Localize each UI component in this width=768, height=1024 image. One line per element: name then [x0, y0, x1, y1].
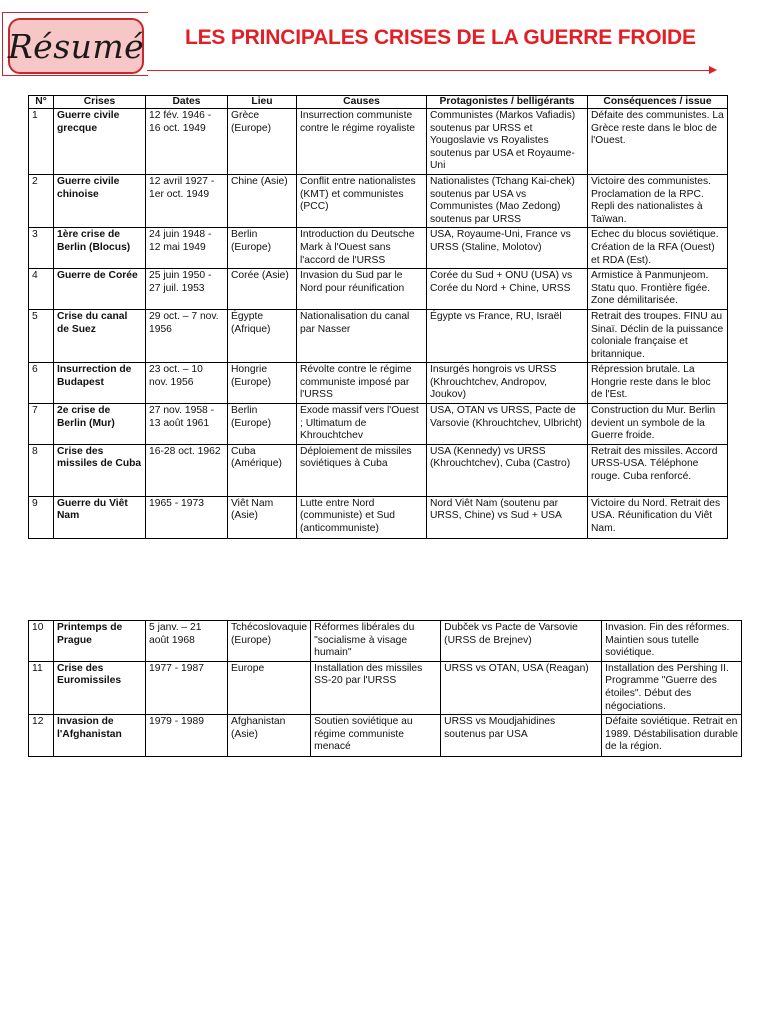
cell-protagonistes: USA, Royaume-Uni, France vs URSS (Staline, Molotov) [427, 228, 588, 269]
cell-crise: Crise des missiles de Cuba [54, 444, 146, 496]
cell-number: 3 [29, 228, 54, 269]
cell-number: 5 [29, 309, 54, 362]
cell-dates: 24 juin 1948 - 12 mai 1949 [146, 228, 228, 269]
cell-lieu: Chine (Asie) [228, 174, 297, 227]
table-row [29, 228, 728, 269]
cell-number: 10 [29, 621, 54, 662]
cell-consequences: Victoire des communistes. Proclamation de la RPC. Repli des nationalistes à Taïwan. [588, 174, 728, 227]
cell-protagonistes: Insurgés hongrois vs URSS (Khrouchtchev, Andropov, Joukov) [427, 363, 588, 404]
cell-crise: Guerre de Corée [54, 269, 146, 310]
cell-lieu: Viêt Nam (Asie) [228, 496, 297, 538]
column-header: Dates [146, 96, 228, 109]
cell-consequences: Construction du Mur. Berlin devient un symbole de la Guerre froide. [588, 404, 728, 445]
cell-lieu: Égypte (Afrique) [228, 309, 297, 362]
cell-consequences: Retrait des troupes. FINU au Sinaï. Déclin de la puissance coloniale française et britannique. [588, 309, 728, 362]
cell-protagonistes: Communistes (Markos Vafiadis) soutenus par URSS et Yougoslavie vs Royalistes soutenus par USA et Royaume-Uni [427, 109, 588, 175]
cell-number: 11 [29, 661, 54, 714]
cell-dates: 12 fév. 1946 - 16 oct. 1949 [146, 109, 228, 175]
cell-dates: 1965 - 1973 [146, 496, 228, 538]
table-row [29, 621, 742, 662]
cell-protagonistes: USA (Kennedy) vs URSS (Khrouchtchev), Cuba (Castro) [427, 444, 588, 496]
cell-dates: 1977 - 1987 [146, 661, 228, 714]
cell-causes: Exode massif vers l'Ouest ; Ultimatum de Khrouchtchev [297, 404, 427, 445]
cell-crise: Crise des Euromissiles [54, 661, 146, 714]
table-header-row [29, 96, 728, 109]
cell-consequences: Défaite soviétique. Retrait en 1989. Déstabilisation durable de la région. [602, 715, 742, 757]
cell-lieu: Hongrie (Europe) [228, 363, 297, 404]
cell-number: 8 [29, 444, 54, 496]
crises-table [28, 95, 728, 539]
cell-protagonistes: Nord Viêt Nam (soutenu par URSS, Chine) vs Sud + USA [427, 496, 588, 538]
cell-dates: 23 oct. – 10 nov. 1956 [146, 363, 228, 404]
cell-consequences: Victoire du Nord. Retrait des USA. Réunification du Viêt Nam. [588, 496, 728, 538]
cell-dates: 1979 - 1989 [146, 715, 228, 757]
column-header: Protagonistes / belligérants [427, 96, 588, 109]
cell-causes: Nationalisation du canal par Nasser [297, 309, 427, 362]
table-row [29, 109, 728, 175]
cell-consequences: Défaite des communistes. La Grèce reste dans le bloc de l'Ouest. [588, 109, 728, 175]
resume-badge-label: Résumé [7, 26, 145, 66]
cell-protagonistes: Égypte vs France, RU, Israël [427, 309, 588, 362]
cell-consequences: Invasion. Fin des réformes. Maintien sous tutelle soviétique. [602, 621, 742, 662]
table-body [29, 109, 728, 539]
cell-dates: 16-28 oct. 1962 [146, 444, 228, 496]
page-title: LES PRINCIPALES CRISES DE LA GUERRE FROIDE [185, 26, 696, 49]
table-row [29, 309, 728, 362]
arrow-right-icon [709, 66, 717, 74]
cell-number: 9 [29, 496, 54, 538]
cell-crise: Guerre du Viêt Nam [54, 496, 146, 538]
cell-crise: 2e crise de Berlin (Mur) [54, 404, 146, 445]
table-row [29, 715, 742, 757]
table-row [29, 661, 742, 714]
table-body-continued [29, 621, 742, 757]
column-header: Crises [54, 96, 146, 109]
cell-consequences: Armistice à Panmunjeom. Statu quo. Frontière figée. Zone démilitarisée. [588, 269, 728, 310]
cell-crise: 1ère crise de Berlin (Blocus) [54, 228, 146, 269]
title-underline [147, 70, 712, 71]
cell-causes: Réformes libérales du "socialisme à visage humain" [311, 621, 441, 662]
cell-number: 6 [29, 363, 54, 404]
cell-lieu: Afghanistan (Asie) [228, 715, 311, 757]
cell-crise: Guerre civile grecque [54, 109, 146, 175]
cell-protagonistes: URSS vs Moudjahidines soutenus par USA [441, 715, 602, 757]
cell-lieu: Grèce (Europe) [228, 109, 297, 175]
cell-causes: Introduction du Deutsche Mark à l'Ouest sans l'accord de l'URSS [297, 228, 427, 269]
cell-lieu: Corée (Asie) [228, 269, 297, 310]
cell-protagonistes: Corée du Sud + ONU (USA) vs Corée du Nord + Chine, URSS [427, 269, 588, 310]
cell-number: 2 [29, 174, 54, 227]
cell-causes: Invasion du Sud par le Nord pour réunification [297, 269, 427, 310]
cell-number: 12 [29, 715, 54, 757]
table-row [29, 269, 728, 310]
table-row [29, 174, 728, 227]
cell-causes: Déploiement de missiles soviétiques à Cuba [297, 444, 427, 496]
cell-consequences: Echec du blocus soviétique. Création de la RFA (Ouest) et RDA (Est). [588, 228, 728, 269]
cell-causes: Révolte contre le régime communiste imposé par l'URSS [297, 363, 427, 404]
table-row [29, 404, 728, 445]
cell-causes: Conflit entre nationalistes (KMT) et communistes (PCC) [297, 174, 427, 227]
cell-dates: 25 juin 1950 - 27 juil. 1953 [146, 269, 228, 310]
cell-lieu: Europe [228, 661, 311, 714]
resume-badge [8, 18, 144, 74]
cell-protagonistes: USA, OTAN vs URSS, Pacte de Varsovie (Khrouchtchev, Ulbricht) [427, 404, 588, 445]
table-row [29, 444, 728, 496]
page-header [0, 0, 768, 80]
cell-crise: Invasion de l'Afghanistan [54, 715, 146, 757]
cell-number: 7 [29, 404, 54, 445]
cell-crise: Insurrection de Budapest [54, 363, 146, 404]
cell-lieu: Cuba (Amérique) [228, 444, 297, 496]
cell-causes: Soutien soviétique au régime communiste menacé [311, 715, 441, 757]
cell-dates: 12 avril 1927 - 1er oct. 1949 [146, 174, 228, 227]
cell-causes: Lutte entre Nord (communiste) et Sud (anticommuniste) [297, 496, 427, 538]
crises-table-continued [28, 620, 742, 757]
cell-lieu: Tchécoslovaquie (Europe) [228, 621, 311, 662]
cell-causes: Insurrection communiste contre le régime royaliste [297, 109, 427, 175]
cell-protagonistes: Dubček vs Pacte de Varsovie (URSS de Brejnev) [441, 621, 602, 662]
cell-causes: Installation des missiles SS-20 par l'URSS [311, 661, 441, 714]
cell-dates: 5 janv. – 21 août 1968 [146, 621, 228, 662]
cell-consequences: Répression brutale. La Hongrie reste dans le bloc de l'Est. [588, 363, 728, 404]
cell-consequences: Retrait des missiles. Accord URSS-USA. Téléphone rouge. Cuba renforcé. [588, 444, 728, 496]
column-header: Causes [297, 96, 427, 109]
column-header: Lieu [228, 96, 297, 109]
column-header: Conséquences / issue [588, 96, 728, 109]
cell-dates: 29 oct. – 7 nov. 1956 [146, 309, 228, 362]
table-row [29, 363, 728, 404]
cell-protagonistes: Nationalistes (Tchang Kai-chek) soutenus par USA vs Communistes (Mao Zedong) soutenus par URSS [427, 174, 588, 227]
cell-crise: Printemps de Prague [54, 621, 146, 662]
cell-number: 4 [29, 269, 54, 310]
cell-consequences: Installation des Pershing II. Programme "Guerre des étoiles". Début des négociations. [602, 661, 742, 714]
table-row [29, 496, 728, 538]
column-header: N° [29, 96, 54, 109]
cell-dates: 27 nov. 1958 - 13 août 1961 [146, 404, 228, 445]
cell-crise: Crise du canal de Suez [54, 309, 146, 362]
cell-lieu: Berlin (Europe) [228, 228, 297, 269]
cell-lieu: Berlin (Europe) [228, 404, 297, 445]
cell-number: 1 [29, 109, 54, 175]
cell-crise: Guerre civile chinoise [54, 174, 146, 227]
cell-protagonistes: URSS vs OTAN, USA (Reagan) [441, 661, 602, 714]
